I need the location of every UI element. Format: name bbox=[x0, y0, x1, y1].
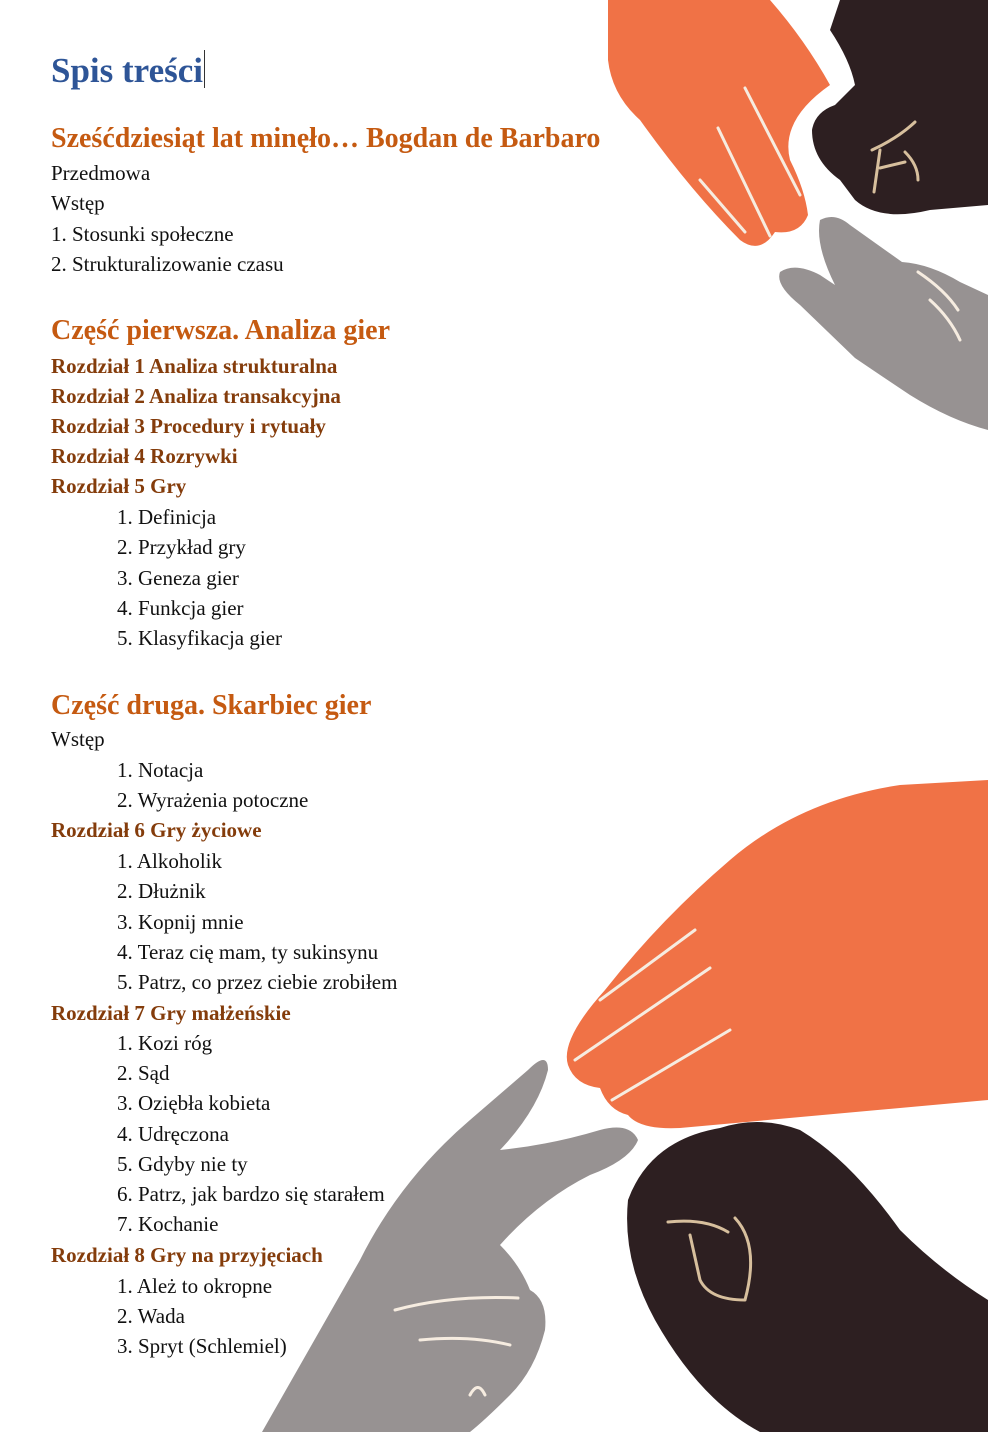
toc-item[interactable]: Przedmowa bbox=[51, 161, 151, 185]
toc-item[interactable]: 3. Geneza gier bbox=[117, 566, 239, 590]
toc-item[interactable]: 1. Alkoholik bbox=[117, 849, 223, 873]
toc-item[interactable]: 4. Udręczona bbox=[117, 1122, 229, 1146]
toc-item[interactable]: Wstęp bbox=[51, 727, 105, 751]
toc-heading[interactable]: Część pierwsza. Analiza gier bbox=[51, 315, 391, 346]
toc-item[interactable]: 4. Teraz cię mam, ty sukinsynu bbox=[117, 940, 379, 964]
toc-heading[interactable]: Sześćdziesiąt lat minęło… Bogdan de Barbaro bbox=[51, 123, 601, 154]
toc-chapter[interactable]: Rozdział 5 Gry bbox=[51, 474, 187, 498]
page-title: Spis treści bbox=[51, 51, 203, 90]
toc-item[interactable]: 2. Wada bbox=[117, 1304, 185, 1328]
toc-item[interactable]: 6. Patrz, jak bardzo się starałem bbox=[117, 1182, 385, 1206]
toc-chapter[interactable]: Rozdział 8 Gry na przyjęciach bbox=[51, 1243, 323, 1267]
toc-item[interactable]: 1. Kozi róg bbox=[117, 1031, 213, 1055]
toc-item[interactable]: 2. Dłużnik bbox=[117, 879, 206, 903]
toc-item[interactable]: 5. Patrz, co przez ciebie zrobiłem bbox=[117, 970, 398, 994]
toc-item[interactable]: 3. Kopnij mnie bbox=[117, 910, 244, 934]
toc-item[interactable]: 5. Gdyby nie ty bbox=[117, 1152, 248, 1176]
toc-chapter[interactable]: Rozdział 4 Rozrywki bbox=[51, 444, 238, 468]
toc-item[interactable]: 1. Notacja bbox=[117, 758, 204, 782]
toc-item[interactable]: 1. Definicja bbox=[117, 505, 217, 529]
toc-item[interactable]: 5. Klasyfikacja gier bbox=[117, 626, 283, 650]
toc-chapter[interactable]: Rozdział 3 Procedury i rytuały bbox=[51, 414, 326, 438]
toc-item[interactable]: 2. Przykład gry bbox=[117, 535, 246, 559]
toc-item[interactable]: 1. Stosunki społeczne bbox=[51, 222, 234, 246]
toc-item[interactable]: 3. Spryt (Schlemiel) bbox=[117, 1334, 287, 1358]
toc-heading[interactable]: Część druga. Skarbiec gier bbox=[51, 690, 372, 721]
toc-chapter[interactable]: Rozdział 6 Gry życiowe bbox=[51, 818, 262, 842]
toc-chapter[interactable]: Rozdział 1 Analiza strukturalna bbox=[51, 354, 338, 378]
toc-item[interactable]: 2. Strukturalizowanie czasu bbox=[51, 252, 284, 276]
toc-chapter[interactable]: Rozdział 7 Gry małżeńskie bbox=[51, 1001, 291, 1025]
toc-item[interactable]: 4. Funkcja gier bbox=[117, 596, 244, 620]
toc-chapter[interactable]: Rozdział 2 Analiza transakcyjna bbox=[51, 384, 341, 408]
toc-item[interactable]: 2. Sąd bbox=[117, 1061, 170, 1085]
toc-item[interactable]: 7. Kochanie bbox=[117, 1212, 219, 1236]
text-cursor bbox=[204, 50, 205, 88]
toc-item[interactable]: 2. Wyrażenia potoczne bbox=[117, 788, 309, 812]
toc-item[interactable]: 3. Oziębła kobieta bbox=[117, 1091, 271, 1115]
toc-item[interactable]: 1. Ależ to okropne bbox=[117, 1274, 273, 1298]
toc-item[interactable]: Wstęp bbox=[51, 191, 105, 215]
